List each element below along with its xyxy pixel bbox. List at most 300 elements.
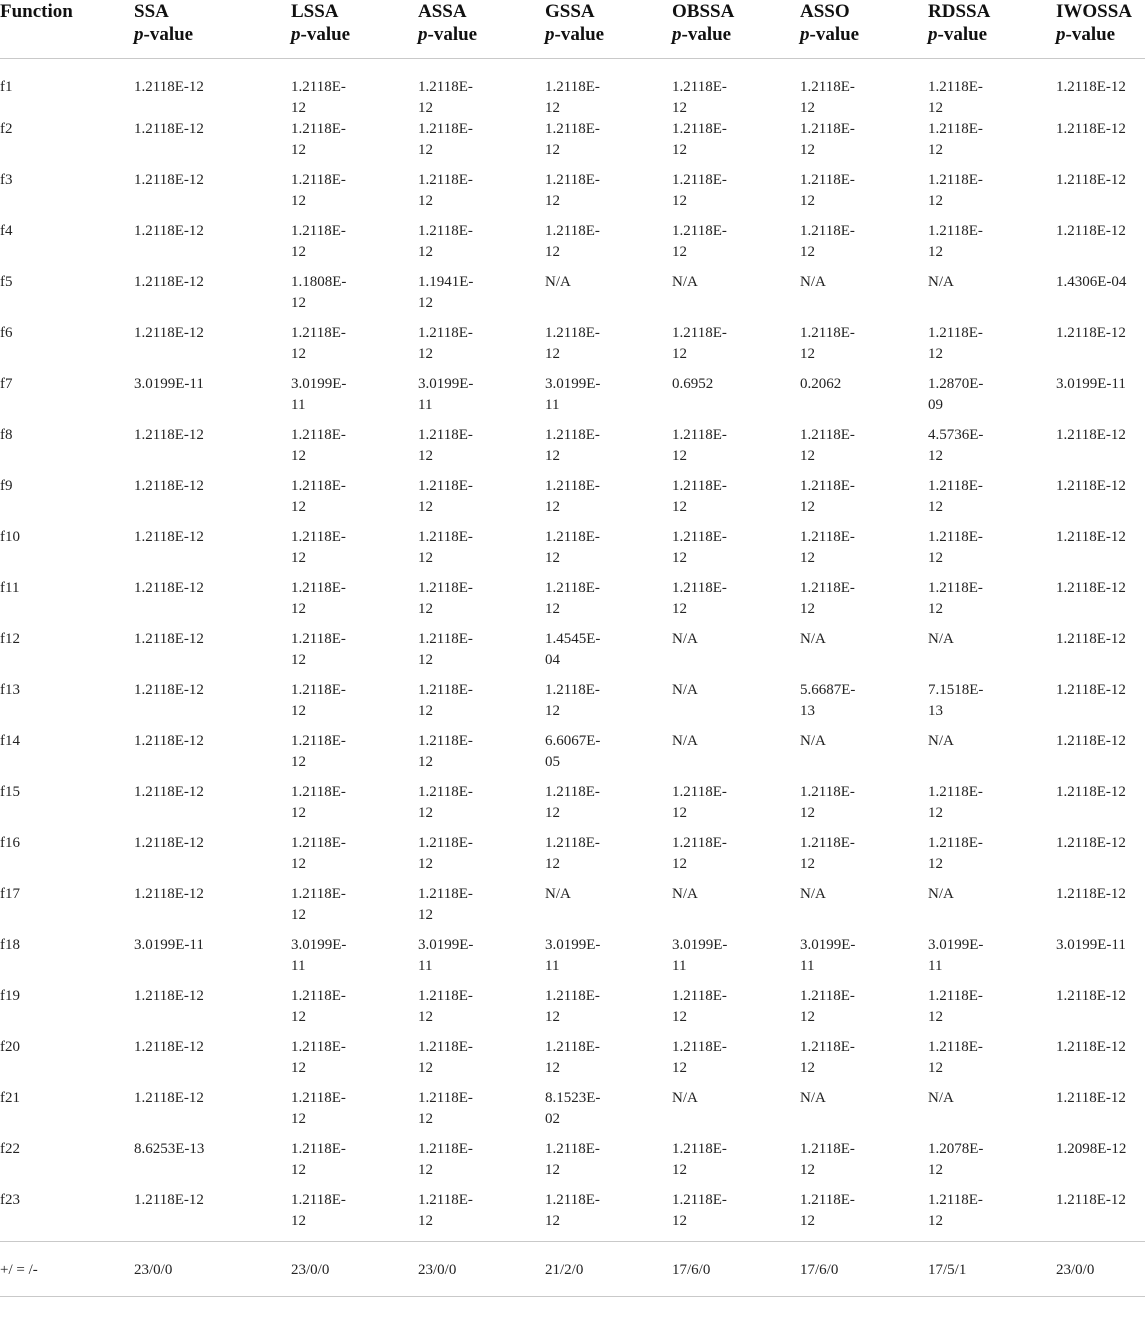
- p-value-cell: [800, 731, 928, 782]
- p-value-cell: [672, 629, 800, 680]
- p-value-cell: [1056, 1088, 1145, 1139]
- cell-text: 1.2118E-12: [545, 784, 600, 821]
- p-value-cell: [134, 1088, 291, 1139]
- cell-text: 1.2118E-12: [134, 478, 204, 494]
- cell-text: 1.2118E-12: [928, 325, 983, 362]
- p-value-cell: [134, 527, 291, 578]
- p-value-cell: [545, 1037, 672, 1088]
- p-value-cell: [291, 425, 418, 476]
- function-cell: [0, 680, 134, 731]
- cell-text: 1.2118E-12: [1056, 988, 1126, 1004]
- p-value-cell: [1056, 1037, 1145, 1088]
- cell-text: 1.2118E-12: [291, 478, 346, 515]
- p-value-cell: [928, 1139, 1056, 1190]
- cell-text: 1.2118E-12: [134, 427, 204, 443]
- cell-text: N/A: [672, 274, 698, 290]
- cell-text: 1.2118E-12: [800, 784, 855, 821]
- p-value-cell: [418, 59, 545, 120]
- cell-text: 1.2118E-12: [1056, 121, 1126, 137]
- p-value-cell: [672, 170, 800, 221]
- cell-text: 1.2118E-12: [418, 988, 473, 1025]
- cell-text: 1.2118E-12: [545, 172, 600, 209]
- p-value-cell: [134, 629, 291, 680]
- column-header-subtitle: [545, 23, 672, 46]
- summary-cell: 17/6/0: [800, 1242, 928, 1297]
- p-value-cell: [291, 1190, 418, 1242]
- p-value-cell: [545, 527, 672, 578]
- column-header-subtitle-italic: p: [800, 24, 810, 45]
- column-header-subtitle-suffix: -value: [143, 24, 194, 45]
- p-value-cell: [928, 1088, 1056, 1139]
- p-value-cell: [928, 782, 1056, 833]
- cell-text: 0.6952: [672, 376, 714, 392]
- cell-text: 1.2118E-12: [134, 631, 204, 647]
- p-value-cell: [928, 629, 1056, 680]
- p-value-cell: [672, 272, 800, 323]
- p-value-cell: [800, 374, 928, 425]
- cell-text: 1.2118E-12: [291, 784, 346, 821]
- summary-cell: 17/5/1: [928, 1242, 1056, 1297]
- cell-text: f5: [0, 274, 13, 290]
- column-header-name: IWOSSA: [1056, 1, 1133, 22]
- cell-text: 1.2118E-12: [291, 631, 346, 668]
- cell-text: 1.2118E-12: [928, 172, 983, 209]
- cell-text: 1.2118E-12: [418, 886, 473, 923]
- column-header-ssa: [134, 0, 291, 59]
- cell-text: 1.2118E-12: [672, 835, 727, 872]
- column-header-subtitle: [134, 23, 291, 46]
- cell-text: 1.2118E-12: [1056, 1039, 1126, 1055]
- p-value-cell: [291, 578, 418, 629]
- cell-text: N/A: [928, 631, 954, 647]
- cell-text: 1.2118E-12: [418, 784, 473, 821]
- p-value-cell: [545, 476, 672, 527]
- cell-text: 1.2118E-12: [418, 682, 473, 719]
- cell-text: 1.2118E-12: [545, 121, 600, 158]
- cell-text: 1.2118E-12: [1056, 1090, 1126, 1106]
- cell-text: 3.0199E-11: [800, 937, 856, 974]
- summary-cell: 23/0/0: [1056, 1242, 1145, 1297]
- cell-text: 1.2118E-12: [545, 835, 600, 872]
- cell-text: 1.2118E-12: [418, 172, 473, 209]
- cell-text: f18: [0, 937, 20, 953]
- p-value-cell: [418, 170, 545, 221]
- table-row: [0, 527, 1145, 578]
- cell-text: 1.2118E-12: [928, 478, 983, 515]
- p-value-cell: [672, 119, 800, 170]
- p-value-cell: [545, 272, 672, 323]
- p-value-cell: [800, 323, 928, 374]
- cell-text: f2: [0, 121, 13, 137]
- cell-text: N/A: [800, 733, 826, 749]
- column-header-name: SSA: [134, 1, 169, 22]
- cell-text: 1.2118E-12: [800, 121, 855, 158]
- p-value-cell: [928, 272, 1056, 323]
- table-row: [0, 272, 1145, 323]
- p-value-cell: [291, 323, 418, 374]
- cell-text: 1.2118E-12: [1056, 478, 1126, 494]
- p-value-cell: [672, 221, 800, 272]
- cell-text: 1.2118E-12: [928, 580, 983, 617]
- cell-text: f20: [0, 1039, 20, 1055]
- column-header-subtitle-suffix: -value: [809, 24, 860, 45]
- p-value-cell: [545, 59, 672, 120]
- p-value-cell: [134, 1190, 291, 1242]
- cell-text: N/A: [672, 733, 698, 749]
- p-value-cell: [134, 986, 291, 1037]
- cell-text: 1.2118E-12: [291, 172, 346, 209]
- cell-text: 1.2118E-12: [672, 121, 727, 158]
- cell-text: 1.2118E-12: [418, 631, 473, 668]
- p-value-cell: [800, 833, 928, 884]
- cell-text: 1.2118E-12: [928, 529, 983, 566]
- cell-text: 1.2118E-12: [545, 988, 600, 1025]
- table-row: [0, 59, 1145, 120]
- column-header-subtitle: [928, 23, 1056, 46]
- p-value-cell: [134, 731, 291, 782]
- p-value-cell: [928, 833, 1056, 884]
- cell-text: f16: [0, 835, 20, 851]
- summary-cell: 17/6/0: [672, 1242, 800, 1297]
- p-value-cell: [672, 1190, 800, 1242]
- p-value-cell: [928, 1190, 1056, 1242]
- cell-text: 1.2118E-12: [672, 223, 727, 260]
- p-value-cell: [418, 476, 545, 527]
- table-row: [0, 578, 1145, 629]
- table-row: [0, 119, 1145, 170]
- p-value-cell: [1056, 578, 1145, 629]
- p-value-cell: [800, 1139, 928, 1190]
- column-header-subtitle-suffix: -value: [681, 24, 732, 45]
- p-value-cell: [134, 170, 291, 221]
- p-value-cell: [672, 884, 800, 935]
- cell-text: 1.2118E-12: [291, 1192, 346, 1229]
- column-header-name: ASSA: [418, 1, 467, 22]
- p-value-cell: [418, 425, 545, 476]
- p-value-cell: [1056, 680, 1145, 731]
- cell-text: 1.2118E-12: [928, 1192, 983, 1229]
- cell-text: 1.2118E-12: [672, 172, 727, 209]
- cell-text: 1.2118E-12: [545, 79, 600, 116]
- cell-text: f7: [0, 376, 13, 392]
- cell-text: 1.2118E-12: [1056, 427, 1126, 443]
- table-row: [0, 323, 1145, 374]
- p-value-cell: [545, 374, 672, 425]
- p-value-cell: [1056, 782, 1145, 833]
- p-value-cell: [291, 935, 418, 986]
- cell-text: 1.2118E-12: [291, 79, 346, 116]
- p-value-cell: [291, 476, 418, 527]
- p-value-cell: [800, 986, 928, 1037]
- column-header-lssa: [291, 0, 418, 59]
- cell-text: 1.2118E-12: [291, 121, 346, 158]
- cell-text: 1.2118E-12: [800, 223, 855, 260]
- p-value-cell: [800, 476, 928, 527]
- cell-text: 8.6253E-13: [134, 1141, 205, 1157]
- p-value-cell: [418, 221, 545, 272]
- cell-text: 1.2118E-12: [418, 1039, 473, 1076]
- cell-text: 1.2118E-12: [928, 1039, 983, 1076]
- column-header-name: OBSSA: [672, 1, 735, 22]
- p-value-cell: [928, 935, 1056, 986]
- cell-text: 1.2118E-12: [418, 223, 473, 260]
- table-row: [0, 629, 1145, 680]
- p-value-cell: [800, 425, 928, 476]
- p-value-cell: [545, 221, 672, 272]
- p-value-cell: [418, 629, 545, 680]
- cell-text: N/A: [545, 886, 571, 902]
- cell-text: f4: [0, 223, 13, 239]
- p-value-cell: [672, 59, 800, 120]
- cell-text: f12: [0, 631, 20, 647]
- p-value-cell: [418, 1037, 545, 1088]
- cell-text: 3.0199E-11: [418, 937, 474, 974]
- p-value-cell: [672, 731, 800, 782]
- table-row: [0, 1190, 1145, 1242]
- column-header-gssa: [545, 0, 672, 59]
- cell-text: 3.0199E-11: [928, 937, 984, 974]
- p-value-cell: [418, 527, 545, 578]
- p-value-cell: [672, 527, 800, 578]
- p-value-cell: [1056, 731, 1145, 782]
- p-value-cell: [928, 884, 1056, 935]
- cell-text: 1.2118E-12: [928, 79, 983, 116]
- p-value-cell: [1056, 1190, 1145, 1242]
- column-header-name: RDSSA: [928, 1, 991, 22]
- cell-text: 1.2118E-12: [672, 79, 727, 116]
- cell-text: 1.2118E-12: [418, 325, 473, 362]
- column-header-iwossa: [1056, 0, 1145, 59]
- column-header-name: ASSO: [800, 1, 850, 22]
- p-value-cell: [672, 1088, 800, 1139]
- p-value-cell: [928, 527, 1056, 578]
- cell-text: 1.2118E-12: [291, 529, 346, 566]
- function-cell: [0, 986, 134, 1037]
- cell-text: 1.2118E-12: [1056, 1192, 1126, 1208]
- function-cell: [0, 731, 134, 782]
- function-cell: [0, 119, 134, 170]
- p-value-cell: [418, 119, 545, 170]
- table-row: [0, 476, 1145, 527]
- p-value-cell: [545, 170, 672, 221]
- cell-text: 3.0199E-11: [545, 937, 601, 974]
- p-value-cell: [134, 935, 291, 986]
- cell-text: 1.2118E-12: [134, 580, 204, 596]
- cell-text: 1.2118E-12: [672, 427, 727, 464]
- cell-text: 1.2118E-12: [134, 988, 204, 1004]
- column-header-subtitle: [418, 23, 545, 46]
- p-value-cell: [800, 1088, 928, 1139]
- p-value-cell: [291, 1139, 418, 1190]
- cell-text: f10: [0, 529, 20, 545]
- cell-text: N/A: [800, 1090, 826, 1106]
- p-value-cell: [1056, 221, 1145, 272]
- p-value-cell: [1056, 629, 1145, 680]
- cell-text: f3: [0, 172, 13, 188]
- function-cell: [0, 1088, 134, 1139]
- p-value-cell: [418, 272, 545, 323]
- cell-text: f11: [0, 580, 20, 596]
- cell-text: 1.1808E-12: [291, 274, 347, 311]
- p-value-cell: [291, 782, 418, 833]
- p-value-cell: [418, 578, 545, 629]
- cell-text: 1.2118E-12: [928, 223, 983, 260]
- cell-text: 1.2118E-12: [291, 1090, 346, 1127]
- p-value-cell: [672, 578, 800, 629]
- p-value-cell: [672, 476, 800, 527]
- p-value-cell: [291, 221, 418, 272]
- column-header-subtitle-suffix: -value: [1065, 24, 1116, 45]
- p-value-cell: [672, 833, 800, 884]
- cell-text: 1.2118E-12: [134, 1090, 204, 1106]
- cell-text: 1.2118E-12: [291, 988, 346, 1025]
- cell-text: 1.2118E-12: [545, 1141, 600, 1178]
- p-value-cell: [1056, 59, 1145, 120]
- p-value-cell: [672, 1037, 800, 1088]
- cell-text: 7.1518E-13: [928, 682, 984, 719]
- p-value-cell: [800, 1190, 928, 1242]
- cell-text: 1.2118E-12: [1056, 733, 1126, 749]
- p-value-cell: [1056, 119, 1145, 170]
- cell-text: 1.2118E-12: [1056, 682, 1126, 698]
- cell-text: 1.2118E-12: [1056, 79, 1126, 95]
- table-row: [0, 1139, 1145, 1190]
- cell-text: N/A: [545, 274, 571, 290]
- p-value-cell: [134, 1139, 291, 1190]
- cell-text: 1.2118E-12: [134, 1192, 204, 1208]
- p-value-cell: [545, 323, 672, 374]
- cell-text: 1.2118E-12: [134, 79, 204, 95]
- cell-text: 1.2118E-12: [928, 988, 983, 1025]
- cell-text: 1.2118E-12: [418, 835, 473, 872]
- cell-text: 1.2118E-12: [545, 1039, 600, 1076]
- column-header-subtitle-italic: p: [928, 24, 938, 45]
- cell-text: 1.2118E-12: [291, 886, 346, 923]
- column-header-subtitle-italic: p: [545, 24, 555, 45]
- cell-text: 3.0199E-11: [1056, 376, 1126, 392]
- cell-text: 3.0199E-11: [545, 376, 601, 413]
- cell-text: 1.2118E-12: [134, 529, 204, 545]
- p-value-cell: [418, 680, 545, 731]
- p-value-cell: [545, 425, 672, 476]
- p-value-cell: [800, 578, 928, 629]
- p-value-cell: [291, 59, 418, 120]
- cell-text: 0.2062: [800, 376, 842, 392]
- cell-text: 1.2118E-12: [418, 733, 473, 770]
- p-value-cell: [928, 578, 1056, 629]
- cell-text: N/A: [672, 886, 698, 902]
- cell-text: 1.2118E-12: [134, 223, 204, 239]
- cell-text: f23: [0, 1192, 20, 1208]
- cell-text: 1.2118E-12: [672, 529, 727, 566]
- cell-text: 1.2118E-12: [800, 1192, 855, 1229]
- p-value-cell: [928, 119, 1056, 170]
- cell-text: 1.2118E-12: [418, 1192, 473, 1229]
- table-row: [0, 425, 1145, 476]
- column-header-subtitle-italic: p: [418, 24, 428, 45]
- p-value-cell: [134, 374, 291, 425]
- cell-text: 1.2118E-12: [291, 682, 346, 719]
- cell-text: 1.2118E-12: [418, 580, 473, 617]
- p-value-cell: [1056, 527, 1145, 578]
- cell-text: 1.2118E-12: [134, 121, 204, 137]
- p-value-cell: [134, 884, 291, 935]
- p-value-cell: [672, 986, 800, 1037]
- cell-text: 1.2118E-12: [928, 121, 983, 158]
- p-value-cell: [928, 731, 1056, 782]
- p-value-cell: [672, 374, 800, 425]
- cell-text: 1.2118E-12: [134, 733, 204, 749]
- cell-text: 1.2118E-12: [800, 79, 855, 116]
- function-cell: [0, 323, 134, 374]
- p-value-cell: [418, 1190, 545, 1242]
- function-cell: [0, 374, 134, 425]
- cell-text: f22: [0, 1141, 20, 1157]
- p-value-cell: [291, 731, 418, 782]
- p-value-cell: [545, 782, 672, 833]
- column-header-subtitle-suffix: -value: [300, 24, 351, 45]
- p-value-cell: [1056, 833, 1145, 884]
- p-value-cell: [291, 272, 418, 323]
- p-value-cell: [800, 170, 928, 221]
- p-value-cell: [291, 986, 418, 1037]
- table-row: [0, 731, 1145, 782]
- cell-text: f6: [0, 325, 13, 341]
- cell-text: 1.2118E-12: [800, 172, 855, 209]
- function-cell: [0, 629, 134, 680]
- p-value-cell: [418, 323, 545, 374]
- p-value-cell: [928, 221, 1056, 272]
- column-header-rdssa: [928, 0, 1056, 59]
- cell-text: 1.2118E-12: [545, 580, 600, 617]
- p-value-cell: [418, 731, 545, 782]
- p-value-cell: [291, 680, 418, 731]
- cell-text: f8: [0, 427, 13, 443]
- cell-text: N/A: [800, 886, 826, 902]
- p-value-cell: [800, 527, 928, 578]
- cell-text: 1.2118E-12: [418, 478, 473, 515]
- p-value-cell: [134, 119, 291, 170]
- column-header-name: Function: [0, 1, 73, 22]
- cell-text: 3.0199E-11: [134, 937, 204, 953]
- p-value-cell: [291, 527, 418, 578]
- p-value-cell: [1056, 476, 1145, 527]
- p-value-cell: [418, 884, 545, 935]
- cell-text: 1.2118E-12: [928, 784, 983, 821]
- column-header-name: LSSA: [291, 1, 339, 22]
- function-cell: [0, 782, 134, 833]
- function-cell: [0, 425, 134, 476]
- function-cell: [0, 1139, 134, 1190]
- cell-text: 3.0199E-11: [1056, 937, 1126, 953]
- function-cell: [0, 476, 134, 527]
- p-value-cell: [291, 884, 418, 935]
- cell-text: 1.2118E-12: [418, 529, 473, 566]
- cell-text: 3.0199E-11: [418, 376, 474, 413]
- cell-text: 1.2118E-12: [1056, 529, 1126, 545]
- cell-text: 1.2118E-12: [928, 835, 983, 872]
- cell-text: 1.2118E-12: [1056, 631, 1126, 647]
- p-value-cell: [672, 323, 800, 374]
- cell-text: 3.0199E-11: [291, 937, 347, 974]
- cell-text: 1.2118E-12: [545, 427, 600, 464]
- p-value-cell: [134, 323, 291, 374]
- p-value-cell: [545, 578, 672, 629]
- table-row: [0, 935, 1145, 986]
- p-value-cell: [545, 986, 672, 1037]
- p-value-cell: [1056, 323, 1145, 374]
- p-value-cell: [134, 680, 291, 731]
